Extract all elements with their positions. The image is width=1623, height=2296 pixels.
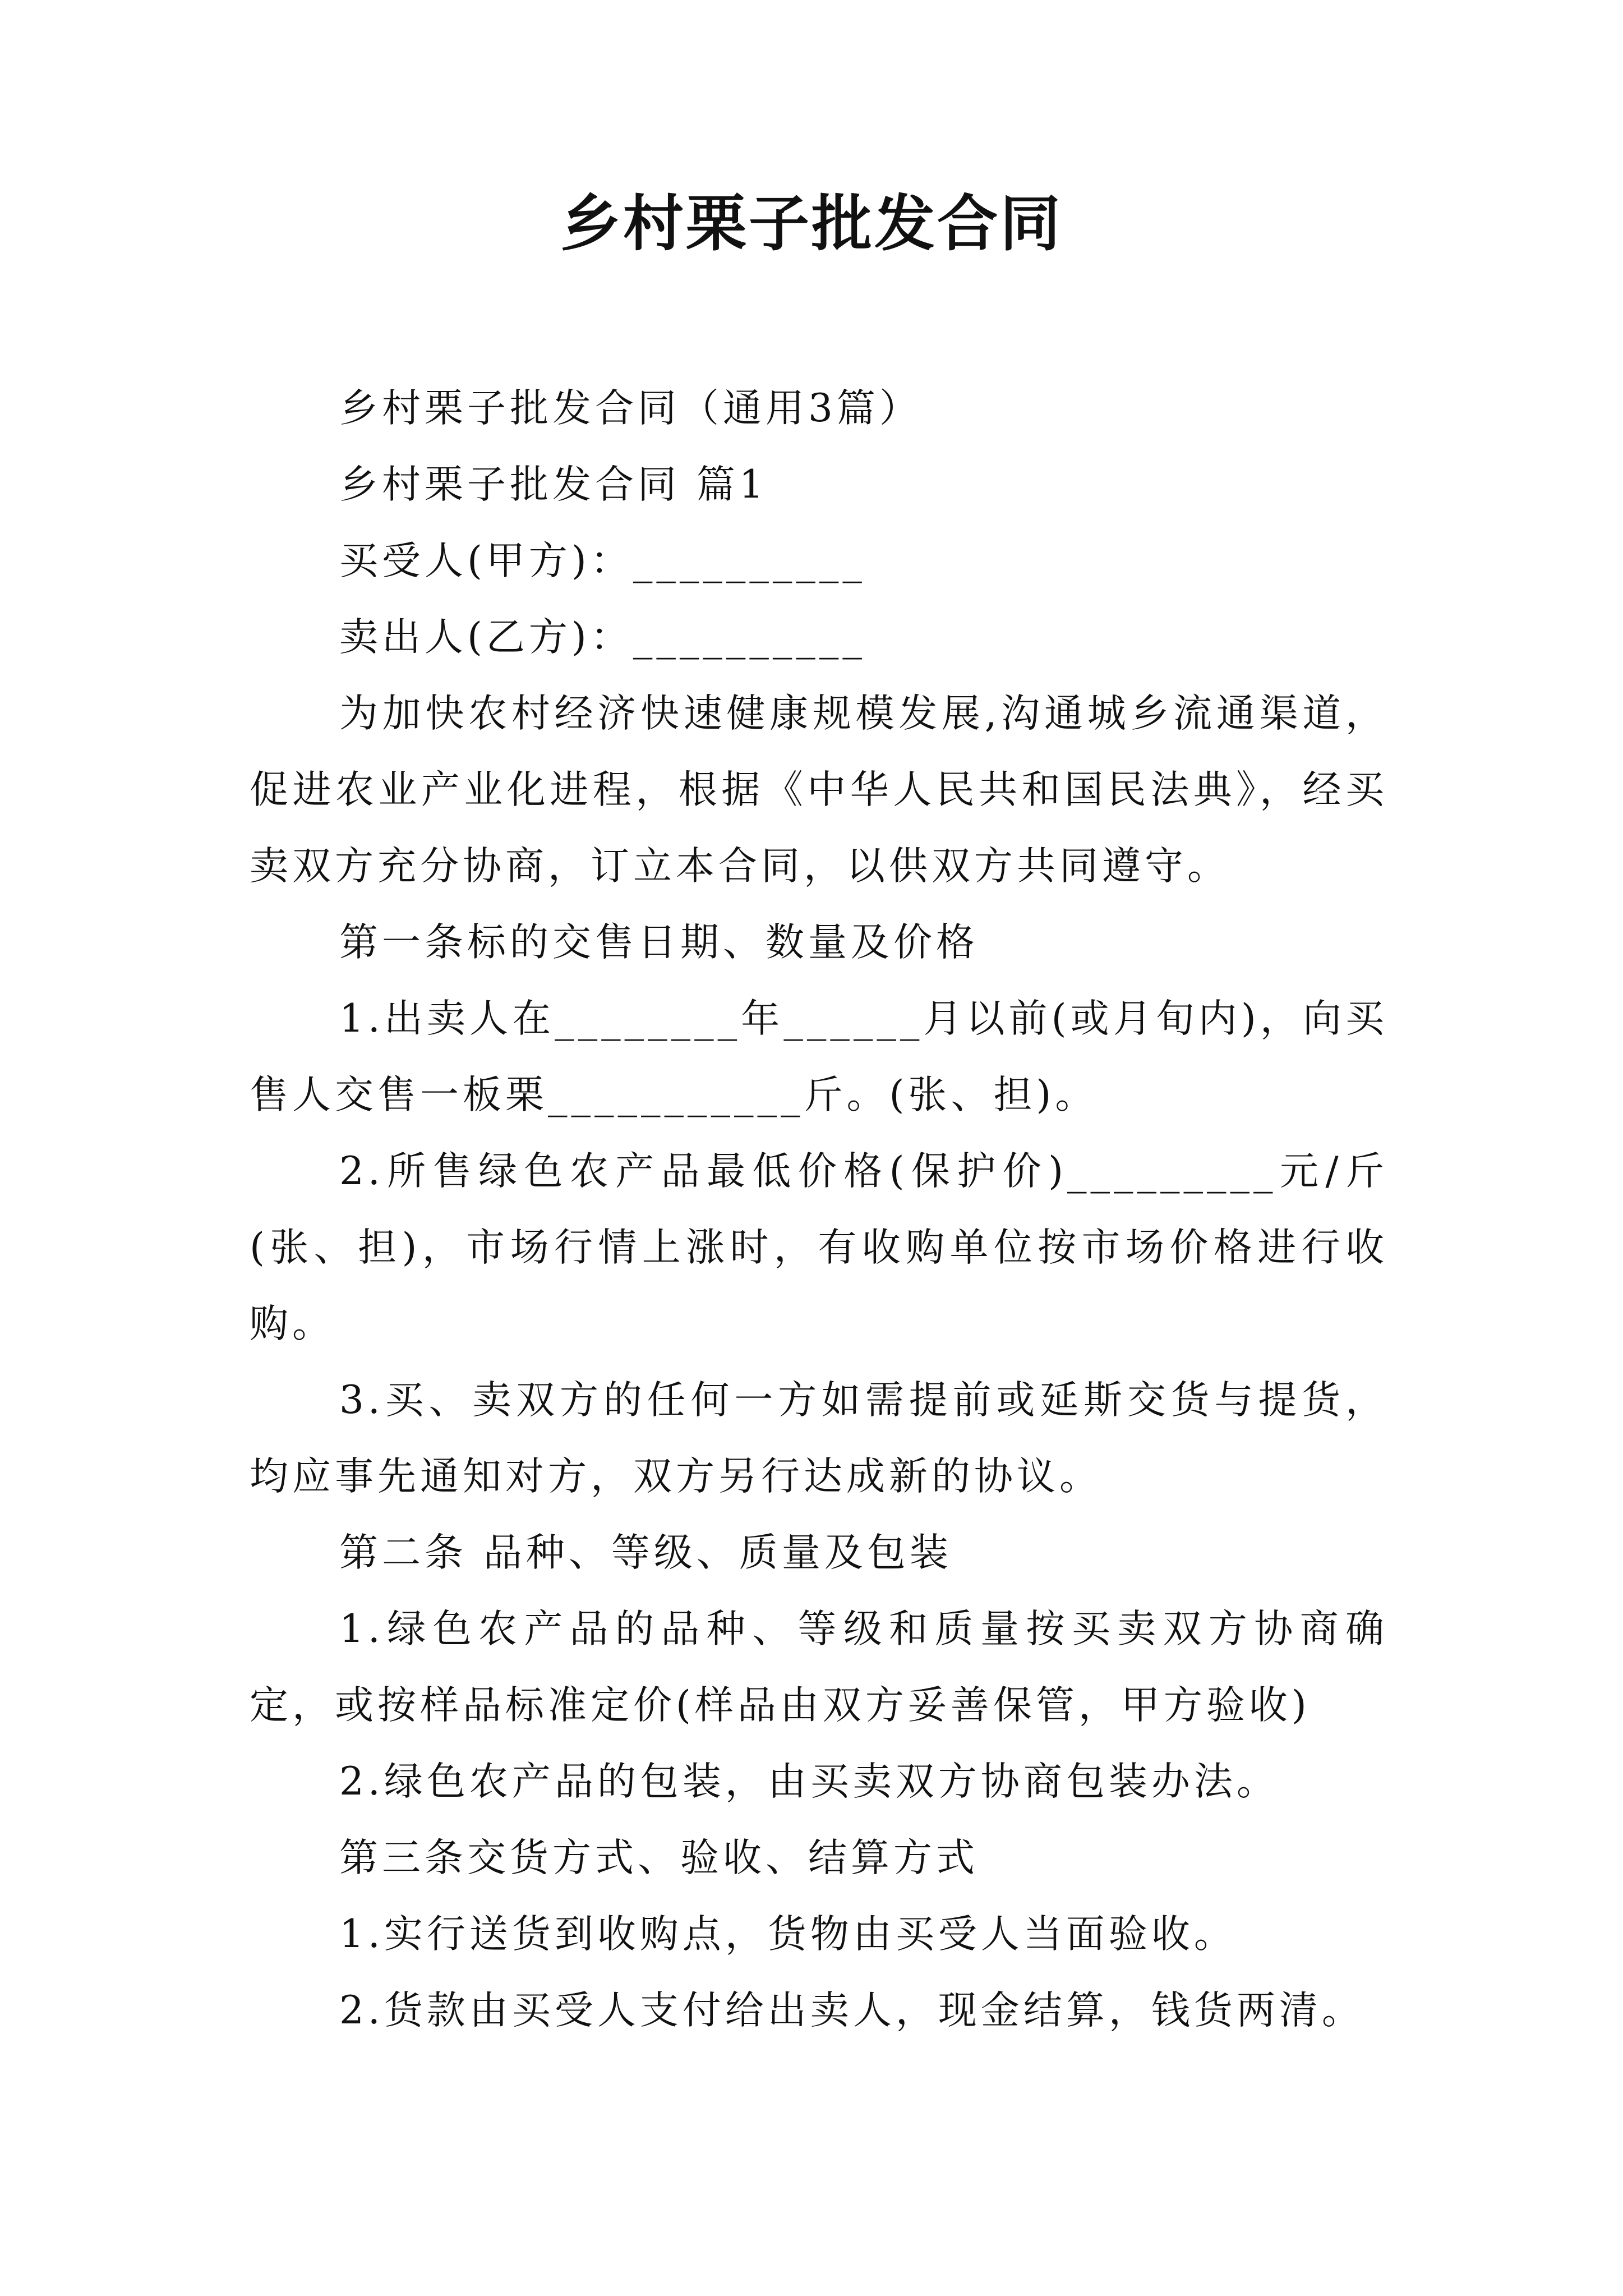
clause-paragraph: 1.绿色农产品的品种、等级和质量按买卖双方协商确定，或按样品标准定价(样品由双方妥善保管，甲方验收) [250,1607,1388,1728]
clause-paragraph: 1.实行送货到收购点，货物由买受人当面验收。 [339,1912,1237,1957]
preamble-paragraph: 为加快农村经济快速健康规模发展,沟通城乡流通渠道，促进农业产业化进程，根据《中华人民共和国民法典》，经买卖双方充分协商，订立本合同，以供双方共同遵守。 [250,691,1388,889]
buyer-field: 买受人(甲方)：__________ [339,539,866,583]
clause-paragraph: 2.绿色农产品的包装，由买卖双方协商包装办法。 [339,1759,1279,1804]
article-heading: 第一条标的交售日期、数量及价格 [339,920,979,965]
document-body [250,370,1388,2049]
document-title: 乡村栗子批发合同 [560,188,1063,259]
clause-paragraph: 3.买、卖双方的任何一方如需提前或延斯交货与提货，均应事先通知对方，双方另行达成新的协议。 [250,1378,1388,1499]
section-heading: 乡村栗子批发合同 篇1 [339,462,768,507]
clause-paragraph: 2.所售绿色农产品最低价格(保护价)_________元/斤(张、担)，市场行情上涨时，有收购单位按市场价格进行收购。 [250,1149,1388,1346]
clause-paragraph: 1.出卖人在________年______月以前(或月旬内)，向买售人交售一板栗___________斤。(张、担)。 [250,996,1388,1117]
article-heading: 第二条 品种、等级、质量及包装 [339,1530,952,1575]
article-heading: 第三条交货方式、验收、结算方式 [339,1835,979,1880]
clause-paragraph: 2.货款由买受人支付给出卖人，现金结算，钱货两清。 [339,1988,1364,2033]
subtitle-paragraph: 乡村栗子批发合同（通用3篇） [339,386,922,431]
seller-field: 卖出人(乙方)：__________ [339,615,866,660]
